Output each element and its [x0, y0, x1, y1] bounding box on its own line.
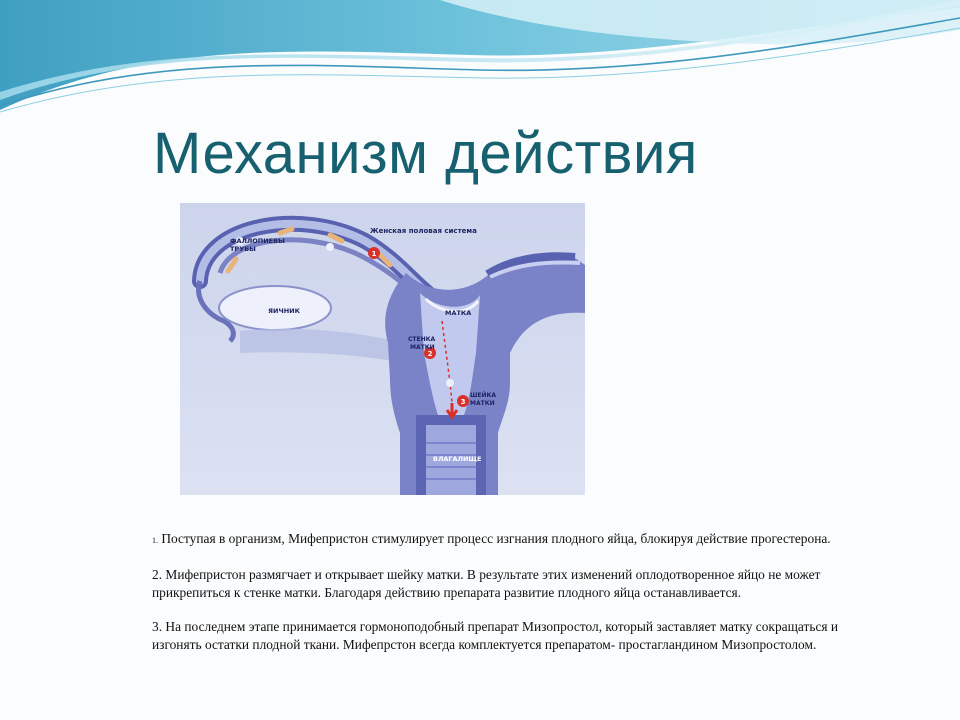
page-title: Механизм действия	[153, 121, 698, 186]
label-cervix-line1: ШЕЙКА	[470, 392, 497, 399]
reproductive-system-diagram	[180, 203, 585, 495]
paragraph-2	[152, 566, 872, 602]
top-wave-decoration	[0, 0, 960, 115]
svg-text:3: 3	[460, 398, 466, 406]
paragraph-text: Поступая в организм, Мифепристон стимулирует процесс изгнания плодного яйца, блокируя действие прогестерона.	[161, 531, 831, 546]
label-vagina: ВЛАГАЛИЩЕ	[433, 455, 482, 463]
paragraph-number: 2.	[152, 567, 163, 582]
figure-caption: Женская половая система	[370, 227, 477, 235]
mechanism-description	[152, 530, 872, 670]
label-ovary: ЯИЧНИК	[268, 307, 300, 315]
label-wall-line1: СТЕНКА	[408, 336, 436, 343]
label-uterus: МАТКА	[445, 309, 472, 317]
label-tubes-line2: ТРУБЫ	[230, 245, 256, 253]
svg-text:2: 2	[427, 350, 433, 358]
label-cervix-line2: МАТКИ	[470, 400, 495, 407]
paragraph-number: 1.	[152, 536, 158, 545]
label-wall-line2: МАТКИ	[410, 344, 435, 351]
paragraph-text: На последнем этапе принимается гормоноподобный препарат Мизопростол, который заставляет матку сокращаться и изгонять остатки плодной ткани. Мифепрстон всегда комплектуется препаратом- простагландином Мизопростолом.	[152, 619, 839, 652]
marker-3	[457, 395, 469, 407]
paragraph-number: 3.	[152, 619, 163, 634]
paragraph-text: Мифепристон размягчает и открывает шейку матки. В результате этих изменений оплодотворенное яйцо не может прикрепиться к стенке матки. Благодаря действию препарата развитие плодного яйца останавливается.	[152, 567, 821, 600]
marker-1	[368, 247, 380, 259]
svg-text:1: 1	[371, 250, 377, 258]
paragraph-1	[152, 530, 872, 550]
paragraph-3	[152, 618, 872, 654]
label-tubes-line1: ФАЛЛОПИЕВЫ	[230, 237, 285, 245]
